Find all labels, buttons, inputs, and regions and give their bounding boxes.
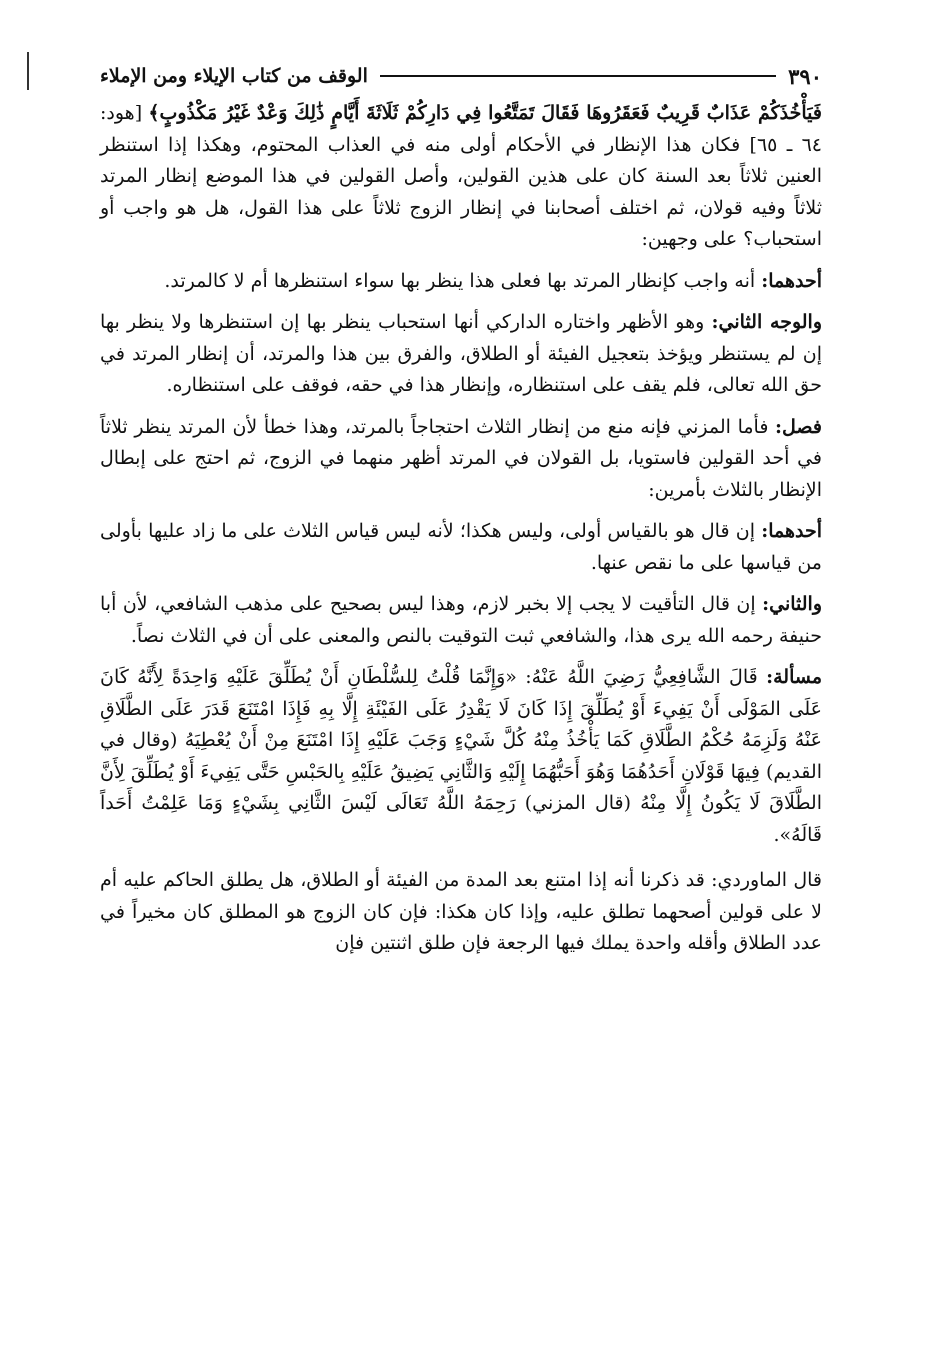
paragraph-lead: فصل: [775,415,822,438]
running-title: الوقف من كتاب الإيلاء ومن الإملاء [100,65,368,87]
header-rule [380,75,776,77]
verse-reference: [هود: ٦٤ ـ ٦٥] [100,102,823,156]
paragraph-lead: والثاني: [762,593,822,615]
paragraph-8 [100,865,822,960]
quoted-text: قَالَ الشَّافِعِيُّ رَضِيَ اللَّهُ عَنْهُ: «وَإِنَّمَا قُلْتُ لِلسُّلْطَانِ أَنْ يُطَلِّقَ عَلَيْهِ وَاحِدَةً لِأَنَّهُ كَانَ عَلَى المَوْلَى أَنْ يَفِيءَ أَوْ يُطَلِّقَ إِذَا كَانَ لَا يَقْدِرُ عَلَى الفَيْئَةِ إِلَّا بِهِ فَإِذَا امْتَنَعَ قَدَرَ عَلَى الطَّلَاقِ عَنْهُ وَلَزِمَهُ حُكْمُ الطَّلَاقِ كَمَا يَأْخُذُ مِنْهُ كُلَّ شَيْءٍ وَجَبَ عَلَيْهِ إِذَا امْتَنَعَ مِنْ أَنْ يُعْطِيَهُ [100,666,822,751]
page-number: ٣٩٠ [788,63,822,89]
paragraph-text: فأما المزني فإنه منع من إنظار الثلاث احتجاجاً بالمرتد، وهذا خطأ لأن المرتد ينظر ثلاثاً في أحد القولين فاستويا، بل القولان في المرتد أظهر منهما في الزوج، ثم احتج على إبطال الإنظار بالثلاث بأمرين: [100,415,822,501]
paragraph-text: أنه واجب كإنظار المرتد بها فعلى هذا ينظر بها سواء استنظرها أم لا كالمرتد. [164,269,762,292]
paragraph-4 [100,412,822,507]
quoted-text: رَحِمَهُ اللَّهُ تَعَالَى لَيْسَ الثَّانِي بِشَيْءٍ وَمَا عَلِمْتُ أَحَداً قَالَهُ». [100,792,822,846]
editorial-note: (وقال في القديم) [100,729,822,783]
paragraph-lead: أحدهما: [761,520,822,542]
paragraph-1 [100,98,822,256]
paragraph-text: فكان هذا الإنظار في الأحكام أولى منه في العذاب المحتوم، وهكذا إذا استنظر العنين ثلاثاً بعد السنة كان على هذين القولين، وأصل القولين في هذا الموضع إنظار المرتد ثلاثاً وفيه قولان، ثم اختلف أصحابنا في إنظار الزوج ثلاثاً على هذا القول، هل هو واجب أو استحباب؟ على وجهين: [100,133,822,250]
page [100,62,822,970]
paragraph-5 [100,516,822,579]
paragraph-lead: مسألة: [766,666,822,688]
paragraph-text: إن قال التأقيت لا يجب إلا بخبر لازم، وهذا ليس بصحيح على مذهب الشافعي، لأن أبا حنيفة رحمه الله يرى هذا، والشافعي ثبت التوقيت بالنص والمعنى على أن في الثلاث نصاً. [100,593,822,647]
body-text [100,98,822,960]
margin-line [27,52,29,90]
editorial-note: (قال المزني) [515,792,641,814]
paragraph-text: وهو الأظهر واختاره الداركي أنها استحباب ينظر بها إن استنظرها ولا ينظر بها إن لم يستنظر ويؤخذ بتعجيل الفيئة أو الطلاق، والفرق بين هذا والمرتد، أن إنظار المرتد في حق الله تعالى، فلم يقف على استنظاره، وإنظار هذا في حقه، فوقف على استنظاره. [100,311,822,396]
paragraph-lead: أحدهما: [761,269,822,292]
quran-verse: فَيَأْخُذَكُمْ عَذَابٌ قَرِيبٌ فَعَقَرُوهَا فَقَالَ تَمَتَّعُوا فِي دَارِكُمْ ثَلَاثَةَ أَيَّامٍ ذَٰلِكَ وَعْدٌ غَيْرُ مَكْذُوبٍ﴾ [148,102,822,124]
paragraph-7 [100,662,822,851]
quoted-text: فِيهَا قَوْلَانِ أَحَدُهُمَا وَهُوَ أَحَبُّهُمَا إِلَيْهِ وَالثَّانِي يَضِيقُ عَلَيْهِ بِالحَبْسِ حَتَّى يَفِيءَ أَوْ يُطَلِّقَ لِأَنَّ الطَّلَاقَ لَا يَكُونُ إِلَّا مِنْهُ [100,760,822,814]
paragraph-text: قال الماوردي: قد ذكرنا أنه إذا امتنع بعد المدة من الفيئة أو الطلاق، هل يطلق الحاكم عليه أم لا على قولين أصحهما تطلق عليه، وإذا كان هكذا: فإن كان الزوج هو المطلق كان مخيراً في عدد الطلاق وأقله واحدة يملك فيها الرجعة فإن طلق اثنتين فإن [100,869,822,954]
paragraph-2 [100,266,822,298]
paragraph-6 [100,589,822,652]
paragraph-3 [100,307,822,402]
paragraph-text: إن قال هو بالقياس أولى، وليس هكذا؛ لأنه ليس قياس الثلاث على ما زاد عليها بأولى من قياسها على ما نقص عنها. [100,520,822,574]
running-header [100,62,822,90]
paragraph-lead: والوجه الثاني: [711,311,822,333]
